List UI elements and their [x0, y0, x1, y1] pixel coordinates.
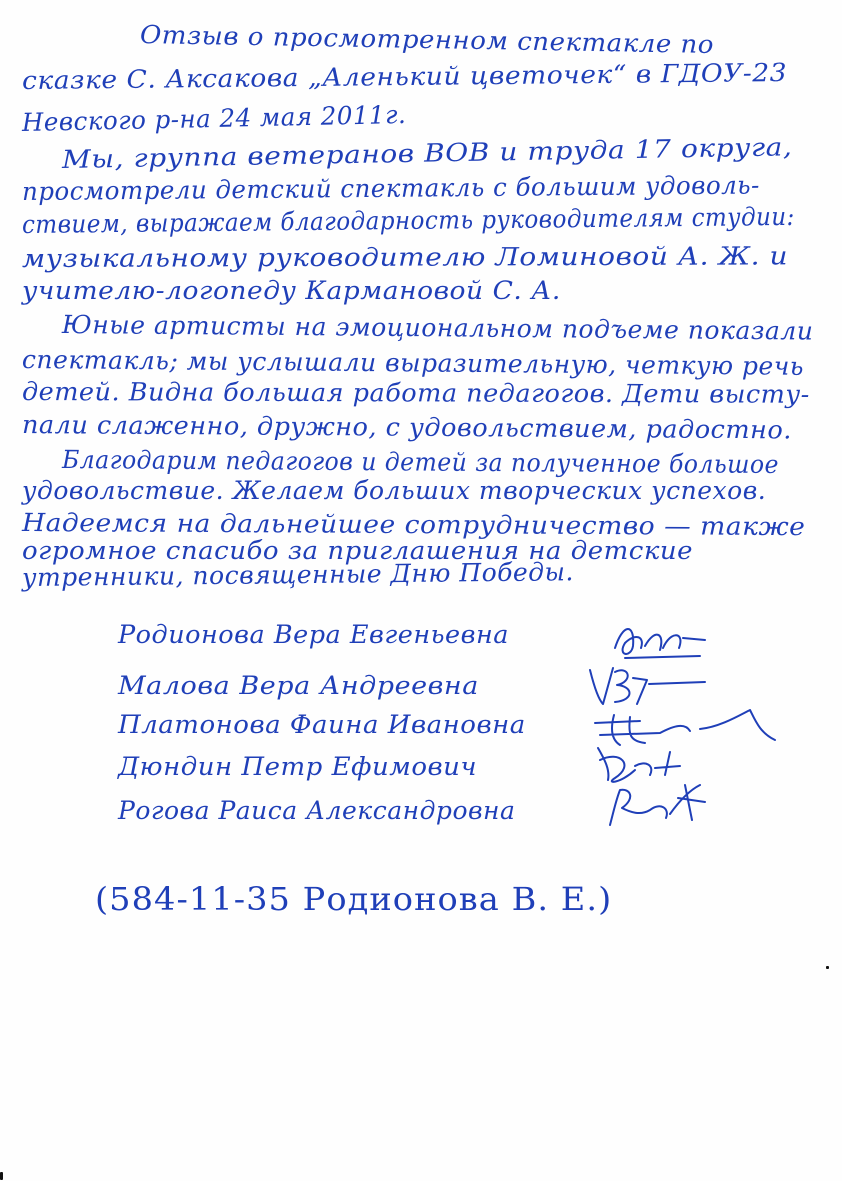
letter-body-line: Юные артисты на эмоциональном подъеме показали	[61, 310, 814, 346]
letter-title-line: Отзыв о просмотренном спектакле по	[139, 20, 715, 60]
scan-speck	[0, 1172, 3, 1180]
signature-5	[600, 780, 710, 840]
signatory-name: Платонова Фаина Ивановна	[118, 710, 526, 739]
letter-body-line: детей. Видна большая работа педагогов. Дети высту-	[21, 377, 810, 409]
letter-body-line: просмотрели детский спектакль с большим удоволь-	[21, 170, 760, 206]
signatory-name: Дюндин Петр Ефимович	[118, 752, 478, 781]
scan-speck	[826, 966, 829, 969]
letter-body-line: спектакль; мы услышали выразительную, четкую речь	[21, 345, 805, 381]
letter-body-line: ствием, выражаем благодарность руководителям студии:	[21, 201, 795, 239]
letter-body-line: пали слаженно, дружно, с удовольствием, радостно.	[21, 410, 792, 445]
letter-body-line: удовольствие. Желаем больших творческих успехов.	[22, 476, 767, 505]
signature-5-drawing	[600, 780, 710, 835]
letter-body-line: Мы, группа ветеранов ВОВ и труда 17 округа,	[61, 132, 793, 174]
signatory-name: Малова Вера Андреевна	[118, 671, 479, 700]
contact-line: (584-11-35 Родионова В. Е.)	[95, 880, 613, 918]
letter-body-line: Надеемся на дальнейшее сотрудничество — также	[21, 508, 806, 542]
signature-2-drawing	[585, 660, 715, 710]
letter-body-line: Благодарим педагогов и детей за полученное большое	[61, 445, 779, 480]
signatory-name: Рогова Раиса Александровна	[118, 796, 516, 825]
letter-body-line: учителю-логопеду Кармановой С. А.	[22, 276, 561, 305]
signatory-name: Родионова Вера Евгеньевна	[118, 620, 510, 649]
letter-body-line: огромное спасибо за приглашения на детские	[22, 536, 694, 565]
letter-title-line: Невского р-на 24 мая 2011г.	[21, 99, 407, 137]
letter-title-line: сказке С. Аксакова „Аленький цветочек“ в ГДОУ-23	[21, 57, 788, 95]
letter-body-line: утренники, посвященные Дню Победы.	[21, 557, 575, 592]
letter-body-line: музыкальному руководителю Ломиновой А. Ж. и	[21, 241, 789, 273]
